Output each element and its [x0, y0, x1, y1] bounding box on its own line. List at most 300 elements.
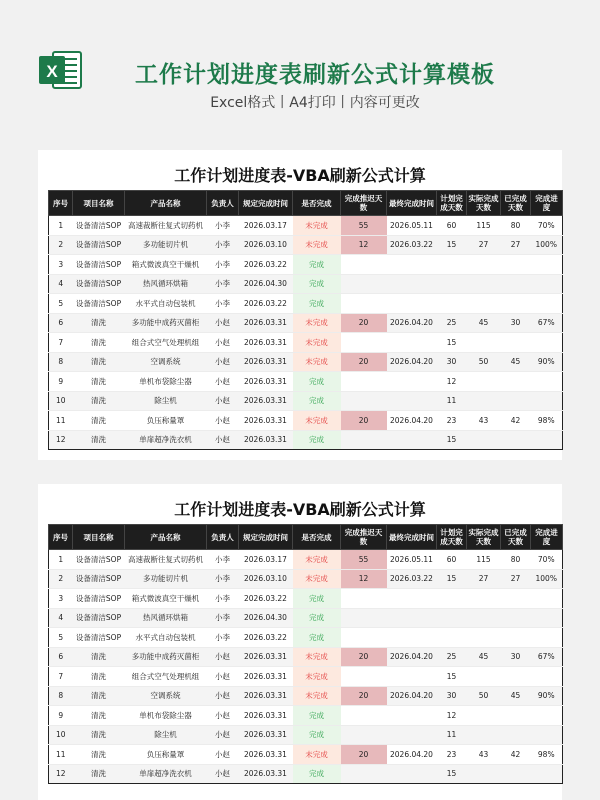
cell-product: 单扉超净洗衣机: [125, 764, 207, 784]
cell-product: 单扉超净洗衣机: [125, 430, 207, 450]
cell-product: 单机布袋除尘器: [125, 706, 207, 726]
cell-due-date: 2026.03.10: [239, 569, 293, 589]
cell-product: 多功能中成药灭菌柜: [125, 313, 207, 333]
cell-done-days: [501, 628, 531, 648]
progress-table: [48, 524, 563, 784]
cell-due-date: 2026.03.31: [239, 764, 293, 784]
cell-project: 设备清洁SOP: [73, 589, 125, 609]
cell-done-days: 45: [501, 352, 531, 372]
cell-owner: 小赵: [207, 372, 239, 392]
cell-status: 完成: [293, 372, 341, 392]
table-row: [49, 608, 563, 628]
cell-plan-days: 15: [437, 569, 467, 589]
table-row: [49, 589, 563, 609]
cell-progress: 67%: [531, 313, 563, 333]
table-row: [49, 725, 563, 745]
cell-actual-days: [467, 294, 501, 314]
cell-plan-days: 60: [437, 216, 467, 236]
cell-owner: 小赵: [207, 667, 239, 687]
cell-progress: [531, 255, 563, 275]
cell-done-days: [501, 274, 531, 294]
cell-due-date: 2026.03.31: [239, 411, 293, 431]
table-row: [49, 255, 563, 275]
cell-status: 完成: [293, 294, 341, 314]
cell-done-days: 30: [501, 313, 531, 333]
cell-delay-days: [341, 608, 387, 628]
cell-due-date: 2026.03.31: [239, 352, 293, 372]
cell-index: 12: [49, 764, 73, 784]
cell-product: 空调系统: [125, 352, 207, 372]
cell-final-date: [387, 667, 437, 687]
cell-product: 负压称量罩: [125, 745, 207, 765]
cell-due-date: 2026.03.31: [239, 706, 293, 726]
cell-index: 2: [49, 235, 73, 255]
cell-index: 2: [49, 569, 73, 589]
cell-plan-days: 25: [437, 647, 467, 667]
cell-plan-days: 30: [437, 352, 467, 372]
table-header-row: [49, 525, 563, 550]
cell-delay-days: 20: [341, 745, 387, 765]
cell-actual-days: 45: [467, 313, 501, 333]
cell-status: 完成: [293, 628, 341, 648]
cell-owner: 小赵: [207, 391, 239, 411]
cell-due-date: 2026.03.17: [239, 216, 293, 236]
table-row: [49, 372, 563, 392]
cell-actual-days: [467, 589, 501, 609]
cell-delay-days: [341, 628, 387, 648]
cell-product: 空调系统: [125, 686, 207, 706]
cell-plan-days: 11: [437, 725, 467, 745]
cell-status: 完成: [293, 391, 341, 411]
cell-actual-days: [467, 333, 501, 353]
cell-project: 清洗: [73, 745, 125, 765]
cell-done-days: 45: [501, 686, 531, 706]
cell-final-date: [387, 430, 437, 450]
column-header: 最终完成时间: [387, 525, 437, 550]
cell-owner: 小李: [207, 628, 239, 648]
cell-status: 未完成: [293, 667, 341, 687]
column-header: 序号: [49, 191, 73, 216]
cell-status: 完成: [293, 430, 341, 450]
cell-actual-days: [467, 391, 501, 411]
cell-plan-days: 15: [437, 333, 467, 353]
cell-index: 9: [49, 706, 73, 726]
cell-due-date: 2026.03.22: [239, 589, 293, 609]
cell-final-date: [387, 725, 437, 745]
cell-actual-days: 115: [467, 550, 501, 570]
cell-due-date: 2026.03.31: [239, 667, 293, 687]
cell-delay-days: 20: [341, 352, 387, 372]
cell-project: 清洗: [73, 391, 125, 411]
cell-final-date: [387, 294, 437, 314]
table-row: [49, 235, 563, 255]
column-header: 完成进度: [531, 525, 563, 550]
cell-due-date: 2026.03.31: [239, 372, 293, 392]
cell-delay-days: [341, 372, 387, 392]
table-row: [49, 686, 563, 706]
cell-done-days: [501, 294, 531, 314]
cell-status: 完成: [293, 255, 341, 275]
cell-actual-days: 45: [467, 647, 501, 667]
cell-final-date: 2026.04.20: [387, 745, 437, 765]
cell-done-days: [501, 430, 531, 450]
column-header: 最终完成时间: [387, 191, 437, 216]
column-header: 完成推迟天数: [341, 191, 387, 216]
column-header: 完成进度: [531, 191, 563, 216]
cell-progress: [531, 706, 563, 726]
cell-delay-days: 12: [341, 235, 387, 255]
cell-delay-days: 55: [341, 216, 387, 236]
cell-product: 多功能中成药灭菌柜: [125, 647, 207, 667]
cell-project: 清洗: [73, 411, 125, 431]
cell-done-days: [501, 372, 531, 392]
cell-project: 清洗: [73, 352, 125, 372]
cell-done-days: 42: [501, 745, 531, 765]
cell-due-date: 2026.03.31: [239, 725, 293, 745]
cell-final-date: [387, 764, 437, 784]
cell-delay-days: [341, 391, 387, 411]
cell-delay-days: [341, 589, 387, 609]
table-row: [49, 764, 563, 784]
cell-owner: 小李: [207, 608, 239, 628]
cell-final-date: 2026.03.22: [387, 569, 437, 589]
cell-index: 6: [49, 313, 73, 333]
cell-done-days: 80: [501, 550, 531, 570]
table-row: [49, 430, 563, 450]
cell-status: 未完成: [293, 411, 341, 431]
cell-owner: 小李: [207, 589, 239, 609]
cell-product: 组合式空气处理机组: [125, 667, 207, 687]
cell-due-date: 2026.03.31: [239, 430, 293, 450]
column-header: 负责人: [207, 525, 239, 550]
table-row: [49, 667, 563, 687]
cell-plan-days: [437, 274, 467, 294]
cell-final-date: [387, 589, 437, 609]
cell-project: 设备清洁SOP: [73, 235, 125, 255]
cell-due-date: 2026.03.31: [239, 686, 293, 706]
cell-delay-days: 20: [341, 686, 387, 706]
page-title: 工作计划进度表刷新公式计算模板: [135, 62, 495, 88]
cell-index: 3: [49, 589, 73, 609]
cell-progress: [531, 589, 563, 609]
cell-due-date: 2026.03.31: [239, 333, 293, 353]
cell-actual-days: [467, 274, 501, 294]
column-header: 负责人: [207, 191, 239, 216]
cell-status: 未完成: [293, 550, 341, 570]
cell-progress: [531, 667, 563, 687]
cell-owner: 小赵: [207, 745, 239, 765]
cell-index: 4: [49, 608, 73, 628]
cell-progress: [531, 391, 563, 411]
cell-actual-days: [467, 430, 501, 450]
cell-index: 1: [49, 550, 73, 570]
cell-final-date: [387, 255, 437, 275]
cell-delay-days: 20: [341, 313, 387, 333]
cell-project: 清洗: [73, 686, 125, 706]
cell-product: 水平式自动包装机: [125, 628, 207, 648]
cell-done-days: [501, 667, 531, 687]
column-header: 规定完成时间: [239, 525, 293, 550]
cell-progress: 67%: [531, 647, 563, 667]
cell-index: 5: [49, 294, 73, 314]
cell-final-date: 2026.04.20: [387, 647, 437, 667]
table-row: [49, 745, 563, 765]
cell-index: 6: [49, 647, 73, 667]
cell-actual-days: [467, 725, 501, 745]
cell-actual-days: 27: [467, 569, 501, 589]
cell-final-date: 2026.04.20: [387, 352, 437, 372]
cell-product: 多功能切片机: [125, 235, 207, 255]
cell-due-date: 2026.03.22: [239, 294, 293, 314]
column-header: 规定完成时间: [239, 191, 293, 216]
column-header: 实际完成天数: [467, 191, 501, 216]
cell-done-days: [501, 255, 531, 275]
cell-index: 5: [49, 628, 73, 648]
cell-plan-days: [437, 589, 467, 609]
cell-plan-days: [437, 255, 467, 275]
cell-status: 完成: [293, 274, 341, 294]
cell-owner: 小李: [207, 569, 239, 589]
sheet-2: [38, 484, 562, 800]
cell-product: 高速裁断往复式切药机: [125, 550, 207, 570]
cell-due-date: 2026.03.22: [239, 255, 293, 275]
cell-delay-days: 12: [341, 569, 387, 589]
cell-due-date: 2026.03.17: [239, 550, 293, 570]
table-row: [49, 569, 563, 589]
cell-due-date: 2026.03.31: [239, 391, 293, 411]
cell-plan-days: 15: [437, 667, 467, 687]
cell-status: 未完成: [293, 647, 341, 667]
cell-plan-days: 23: [437, 411, 467, 431]
cell-due-date: 2026.03.10: [239, 235, 293, 255]
cell-delay-days: [341, 274, 387, 294]
cell-progress: [531, 725, 563, 745]
cell-progress: [531, 333, 563, 353]
cell-progress: [531, 608, 563, 628]
cell-due-date: 2026.03.31: [239, 313, 293, 333]
column-header: 产品名称: [125, 525, 207, 550]
cell-plan-days: 11: [437, 391, 467, 411]
cell-final-date: 2026.04.20: [387, 411, 437, 431]
cell-index: 10: [49, 391, 73, 411]
cell-delay-days: [341, 725, 387, 745]
cell-done-days: [501, 764, 531, 784]
cell-done-days: [501, 725, 531, 745]
cell-final-date: [387, 608, 437, 628]
cell-actual-days: [467, 667, 501, 687]
cell-plan-days: [437, 628, 467, 648]
cell-actual-days: [467, 372, 501, 392]
cell-status: 完成: [293, 706, 341, 726]
cell-owner: 小赵: [207, 647, 239, 667]
cell-delay-days: 55: [341, 550, 387, 570]
cell-done-days: 80: [501, 216, 531, 236]
cell-actual-days: 50: [467, 686, 501, 706]
cell-index: 4: [49, 274, 73, 294]
cell-status: 未完成: [293, 235, 341, 255]
table-row: [49, 294, 563, 314]
cell-delay-days: 20: [341, 411, 387, 431]
cell-status: 未完成: [293, 333, 341, 353]
column-header: 已完成天数: [501, 525, 531, 550]
cell-owner: 小赵: [207, 764, 239, 784]
cell-plan-days: 60: [437, 550, 467, 570]
column-header: 计划完成天数: [437, 525, 467, 550]
cell-final-date: 2026.05.11: [387, 216, 437, 236]
cell-status: 未完成: [293, 313, 341, 333]
cell-progress: 98%: [531, 411, 563, 431]
cell-final-date: [387, 333, 437, 353]
table-header-row: [49, 191, 563, 216]
cell-final-date: [387, 391, 437, 411]
cell-actual-days: [467, 628, 501, 648]
column-header: 产品名称: [125, 191, 207, 216]
page-header: [0, 0, 600, 150]
cell-product: 水平式自动包装机: [125, 294, 207, 314]
cell-final-date: 2026.04.20: [387, 313, 437, 333]
table-row: [49, 550, 563, 570]
cell-product: 除尘机: [125, 391, 207, 411]
cell-owner: 小李: [207, 550, 239, 570]
cell-owner: 小李: [207, 294, 239, 314]
cell-final-date: [387, 706, 437, 726]
cell-index: 1: [49, 216, 73, 236]
cell-progress: [531, 372, 563, 392]
cell-final-date: 2026.03.22: [387, 235, 437, 255]
cell-product: 组合式空气处理机组: [125, 333, 207, 353]
cell-done-days: 30: [501, 647, 531, 667]
cell-progress: [531, 294, 563, 314]
cell-project: 设备清洁SOP: [73, 255, 125, 275]
cell-delay-days: [341, 294, 387, 314]
cell-plan-days: 15: [437, 764, 467, 784]
cell-plan-days: 30: [437, 686, 467, 706]
cell-progress: 90%: [531, 686, 563, 706]
sheet-title: 工作计划进度表-VBA刷新公式计算: [174, 500, 426, 519]
table-row: [49, 391, 563, 411]
cell-actual-days: [467, 764, 501, 784]
cell-actual-days: 43: [467, 411, 501, 431]
cell-owner: 小赵: [207, 430, 239, 450]
page-subtitle: Excel格式丨A4打印丨内容可更改: [210, 95, 420, 111]
cell-product: 多功能切片机: [125, 569, 207, 589]
cell-progress: 100%: [531, 569, 563, 589]
cell-project: 清洗: [73, 647, 125, 667]
cell-progress: 100%: [531, 235, 563, 255]
cell-plan-days: 25: [437, 313, 467, 333]
progress-table: [48, 190, 563, 450]
cell-product: 热风循环烘箱: [125, 608, 207, 628]
cell-final-date: [387, 274, 437, 294]
cell-status: 未完成: [293, 216, 341, 236]
cell-progress: 70%: [531, 550, 563, 570]
cell-delay-days: [341, 706, 387, 726]
cell-actual-days: 43: [467, 745, 501, 765]
column-header: 序号: [49, 525, 73, 550]
cell-product: 负压称量罩: [125, 411, 207, 431]
column-header: 已完成天数: [501, 191, 531, 216]
cell-owner: 小赵: [207, 411, 239, 431]
cell-final-date: 2026.04.20: [387, 686, 437, 706]
column-header: 是否完成: [293, 525, 341, 550]
cell-due-date: 2026.04.30: [239, 608, 293, 628]
cell-owner: 小赵: [207, 313, 239, 333]
cell-owner: 小赵: [207, 706, 239, 726]
cell-status: 未完成: [293, 686, 341, 706]
cell-actual-days: [467, 706, 501, 726]
cell-progress: [531, 274, 563, 294]
cell-project: 清洗: [73, 667, 125, 687]
cell-index: 7: [49, 667, 73, 687]
cell-done-days: [501, 608, 531, 628]
cell-index: 3: [49, 255, 73, 275]
cell-status: 未完成: [293, 569, 341, 589]
cell-progress: [531, 628, 563, 648]
table-row: [49, 274, 563, 294]
column-header: 是否完成: [293, 191, 341, 216]
cell-status: 完成: [293, 725, 341, 745]
column-header: 项目名称: [73, 525, 125, 550]
column-header: 完成推迟天数: [341, 525, 387, 550]
cell-project: 清洗: [73, 313, 125, 333]
cell-progress: 70%: [531, 216, 563, 236]
cell-plan-days: 12: [437, 706, 467, 726]
cell-product: 高速裁断往复式切药机: [125, 216, 207, 236]
sheet-1: [38, 150, 562, 460]
cell-delay-days: [341, 255, 387, 275]
cell-index: 12: [49, 430, 73, 450]
cell-product: 箱式微波真空干燥机: [125, 589, 207, 609]
table-row: [49, 313, 563, 333]
cell-due-date: 2026.03.31: [239, 647, 293, 667]
cell-progress: [531, 764, 563, 784]
cell-index: 8: [49, 352, 73, 372]
column-header: 实际完成天数: [467, 525, 501, 550]
cell-status: 完成: [293, 589, 341, 609]
sheet-title: 工作计划进度表-VBA刷新公式计算: [174, 166, 426, 185]
cell-final-date: [387, 628, 437, 648]
cell-project: 设备清洁SOP: [73, 274, 125, 294]
cell-index: 11: [49, 411, 73, 431]
cell-owner: 小李: [207, 274, 239, 294]
logo-letter: X: [46, 62, 58, 81]
cell-due-date: 2026.03.22: [239, 628, 293, 648]
cell-status: 未完成: [293, 745, 341, 765]
table-row: [49, 647, 563, 667]
cell-delay-days: [341, 667, 387, 687]
table-row: [49, 411, 563, 431]
cell-delay-days: 20: [341, 647, 387, 667]
column-header: 项目名称: [73, 191, 125, 216]
cell-actual-days: 50: [467, 352, 501, 372]
cell-done-days: [501, 391, 531, 411]
cell-plan-days: 12: [437, 372, 467, 392]
cell-project: 清洗: [73, 706, 125, 726]
cell-project: 设备清洁SOP: [73, 628, 125, 648]
cell-delay-days: [341, 430, 387, 450]
cell-actual-days: 115: [467, 216, 501, 236]
cell-status: 完成: [293, 764, 341, 784]
cell-index: 10: [49, 725, 73, 745]
cell-due-date: 2026.04.30: [239, 274, 293, 294]
cell-project: 设备清洁SOP: [73, 550, 125, 570]
cell-project: 清洗: [73, 372, 125, 392]
cell-index: 8: [49, 686, 73, 706]
cell-index: 7: [49, 333, 73, 353]
table-row: [49, 333, 563, 353]
cell-done-days: 27: [501, 235, 531, 255]
cell-project: 清洗: [73, 764, 125, 784]
